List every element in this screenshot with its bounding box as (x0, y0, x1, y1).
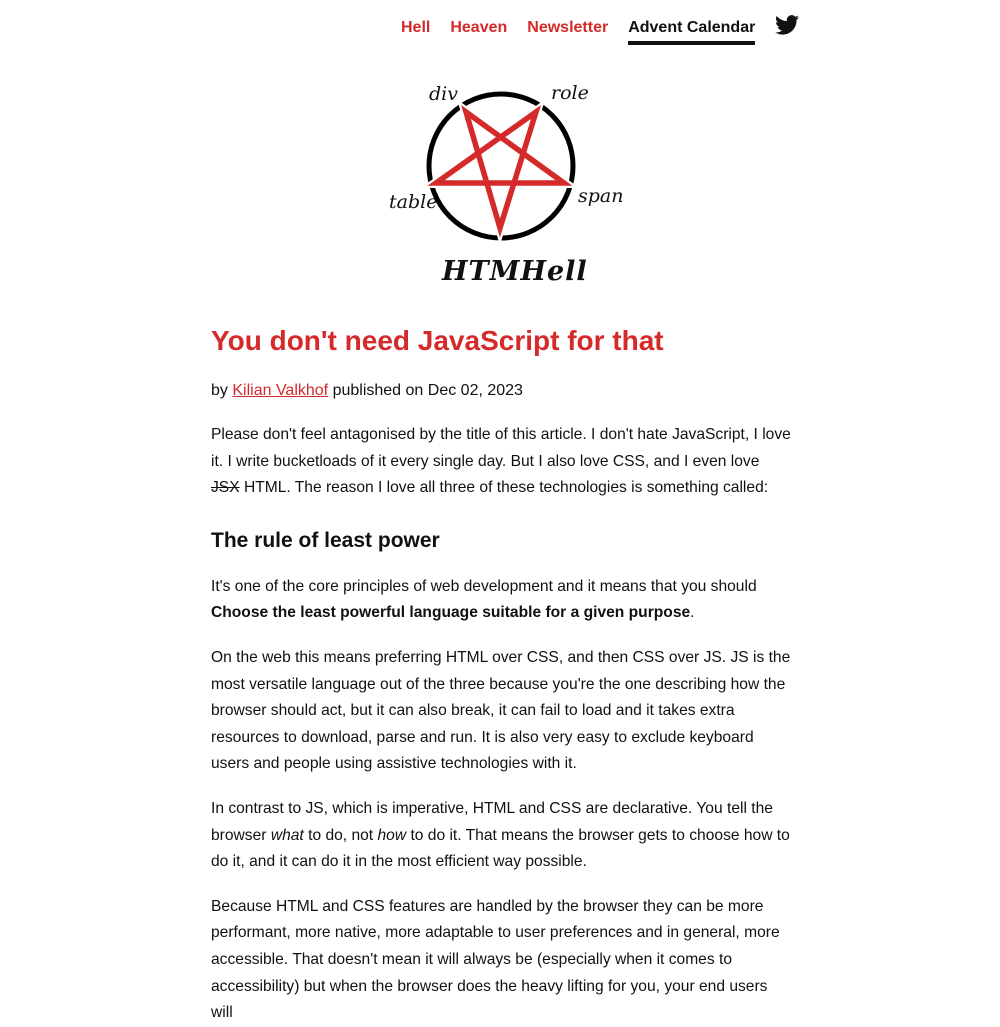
article (211, 320, 791, 1027)
article-title: You don't need JavaScript for that (211, 325, 664, 356)
main-nav (401, 17, 819, 45)
logo-word-table: table (389, 191, 438, 213)
contrast-paragraph (211, 796, 791, 876)
intro-text-1: Please don't feel antagonised by the title of this article. I don't hate JavaScript, I love it. I write bucketloads of it every single day. But I also love CSS, and I even love (211, 426, 791, 470)
byline-prefix: by (211, 382, 228, 399)
rule-end: . (690, 604, 695, 622)
logo-wordmark: HTMHell (442, 256, 588, 287)
struck-jsx: JSX (211, 479, 240, 497)
twitter-link[interactable] (775, 15, 799, 42)
byline (211, 378, 791, 404)
rule-paragraph (211, 574, 791, 627)
twitter-bird-icon (775, 15, 799, 35)
nav-link-advent-calendar[interactable]: Advent Calendar (628, 17, 755, 45)
nav-link-heaven[interactable]: Heaven (450, 19, 508, 36)
htmhell-logo[interactable] (384, 76, 624, 292)
contrast-how: how (377, 826, 407, 844)
logo-word-role: role (551, 82, 589, 104)
web-paragraph: On the web this means preferring HTML over CSS, and then CSS over JS. JS is the most versatile language out of the three because you're the one describing how the browser should act, but it can also break, it can fail to load and it takes extra resources to download, parse and run. It is also very easy to exclude keyboard users and people using assistive technologies with it. (211, 648, 791, 773)
nav-link-hell[interactable]: Hell (401, 19, 431, 36)
contrast-what: what (270, 826, 304, 844)
logo-word-div: div (429, 83, 458, 105)
published-date: published on Dec 02, 2023 (332, 382, 523, 399)
rule-text: It's one of the core principles of web development and it means that you should (211, 577, 757, 595)
intro-text-2: HTML. The reason I love all three of these technologies is something called: (243, 479, 769, 497)
intro-paragraph (211, 422, 791, 502)
contrast-text-a: In contrast to JS, which is imperative, HTML and CSS are declarative. You tell the browser (211, 799, 773, 844)
contrast-text-b: to do, not (308, 826, 374, 844)
contrast-text-c: to do it. That means the browser gets to choose how to do it, and it can do it in the most efficient way possible. (211, 826, 790, 871)
logo-word-span: span (578, 185, 624, 207)
nav-link-newsletter[interactable]: Newsletter (527, 19, 609, 36)
because-paragraph: Because HTML and CSS features are handled by the browser they can be more performant, more native, more adaptable to user preferences and in general, more accessible. That doesn't mean it will always be (especially when it comes to accessibility) but when the browser does the heavy lifting for you, your end users will (211, 897, 780, 1022)
author-link[interactable]: Kilian Valkhof (232, 382, 329, 399)
rule-bold: Choose the least powerful language suitable for a given purpose (211, 604, 691, 622)
section-heading: The rule of least power (211, 528, 440, 552)
